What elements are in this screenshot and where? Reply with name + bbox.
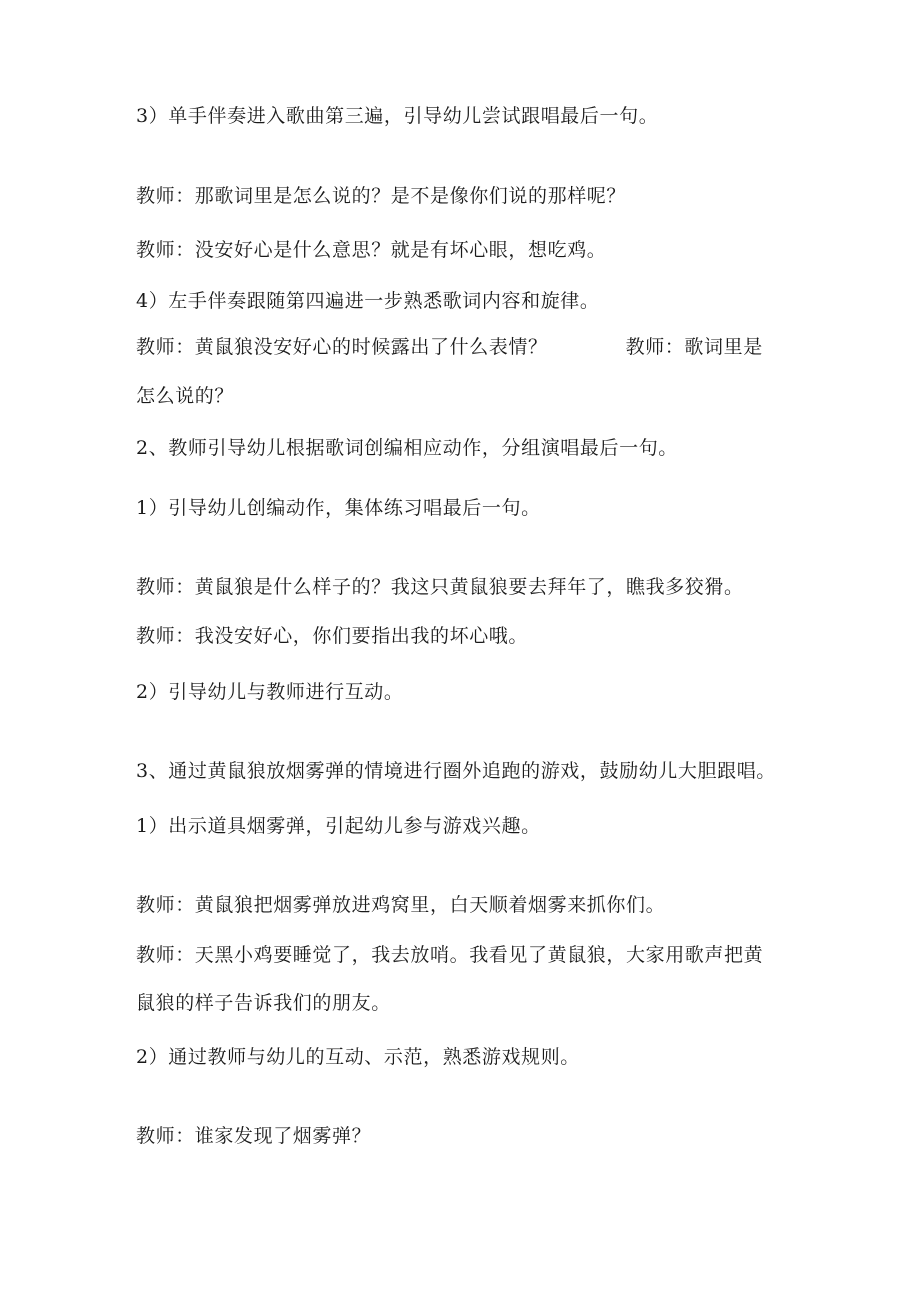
step-2-interact: 2）引导幼儿与教师进行互动。 xyxy=(136,681,404,703)
teacher-line-meaning: 教师：没安好心是什么意思？就是有坏心眼，想吃鸡。 xyxy=(136,239,607,261)
teacher-line-who-found: 教师：谁家发现了烟雾弹？ xyxy=(136,1125,372,1147)
teacher-line-expression-a: 教师：黄鼠狼没安好心的时候露出了什么表情？ xyxy=(136,336,548,358)
step-1-create-actions: 1）引导幼儿创编动作，集体练习唱最后一句。 xyxy=(136,497,541,519)
teacher-line-weasel-look: 教师：黄鼠狼是什么样子的？我这只黄鼠狼要去拜年了，瞧我多狡猾。 xyxy=(136,576,744,598)
step-2-rules: 2）通过教师与幼儿的互动、示范，熟悉游戏规则。 xyxy=(136,1046,580,1068)
teacher-line-smoke-bomb: 教师：黄鼠狼把烟雾弹放进鸡窝里，白天顺着烟雾来抓你们。 xyxy=(136,894,666,916)
section-3-heading: 3、通过黄鼠狼放烟雾弹的情境进行圈外追跑的游戏，鼓励幼儿大胆跟唱。 xyxy=(136,760,776,782)
teacher-line-expression-cont: 怎么说的？ xyxy=(136,385,235,407)
teacher-line-expression-b: 教师：歌词里是 xyxy=(625,336,763,358)
teacher-line-expression xyxy=(136,335,763,359)
step-4-left-hand: 4）左手伴奏跟随第四遍进一步熟悉歌词内容和旋律。 xyxy=(136,290,600,312)
teacher-line-lyrics-question: 教师：那歌词里是怎么说的？是不是像你们说的那样呢？ xyxy=(136,185,627,207)
teacher-line-bad-heart: 教师：我没安好心，你们要指出我的坏心哦。 xyxy=(136,625,529,647)
step-1-show-props: 1）出示道具烟雾弹，引起幼儿参与游戏兴趣。 xyxy=(136,815,541,837)
teacher-line-night: 教师：天黑小鸡要睡觉了，我去放哨。我看见了黄鼠狼，大家用歌声把黄 xyxy=(136,944,764,966)
section-2-heading: 2、教师引导幼儿根据歌词创编相应动作，分组演唱最后一句。 xyxy=(136,437,678,459)
step-3-single-hand: 3）单手伴奏进入歌曲第三遍，引导幼儿尝试跟唱最后一句。 xyxy=(136,105,659,127)
teacher-line-night-cont: 鼠狼的样子告诉我们的朋友。 xyxy=(136,992,391,1014)
